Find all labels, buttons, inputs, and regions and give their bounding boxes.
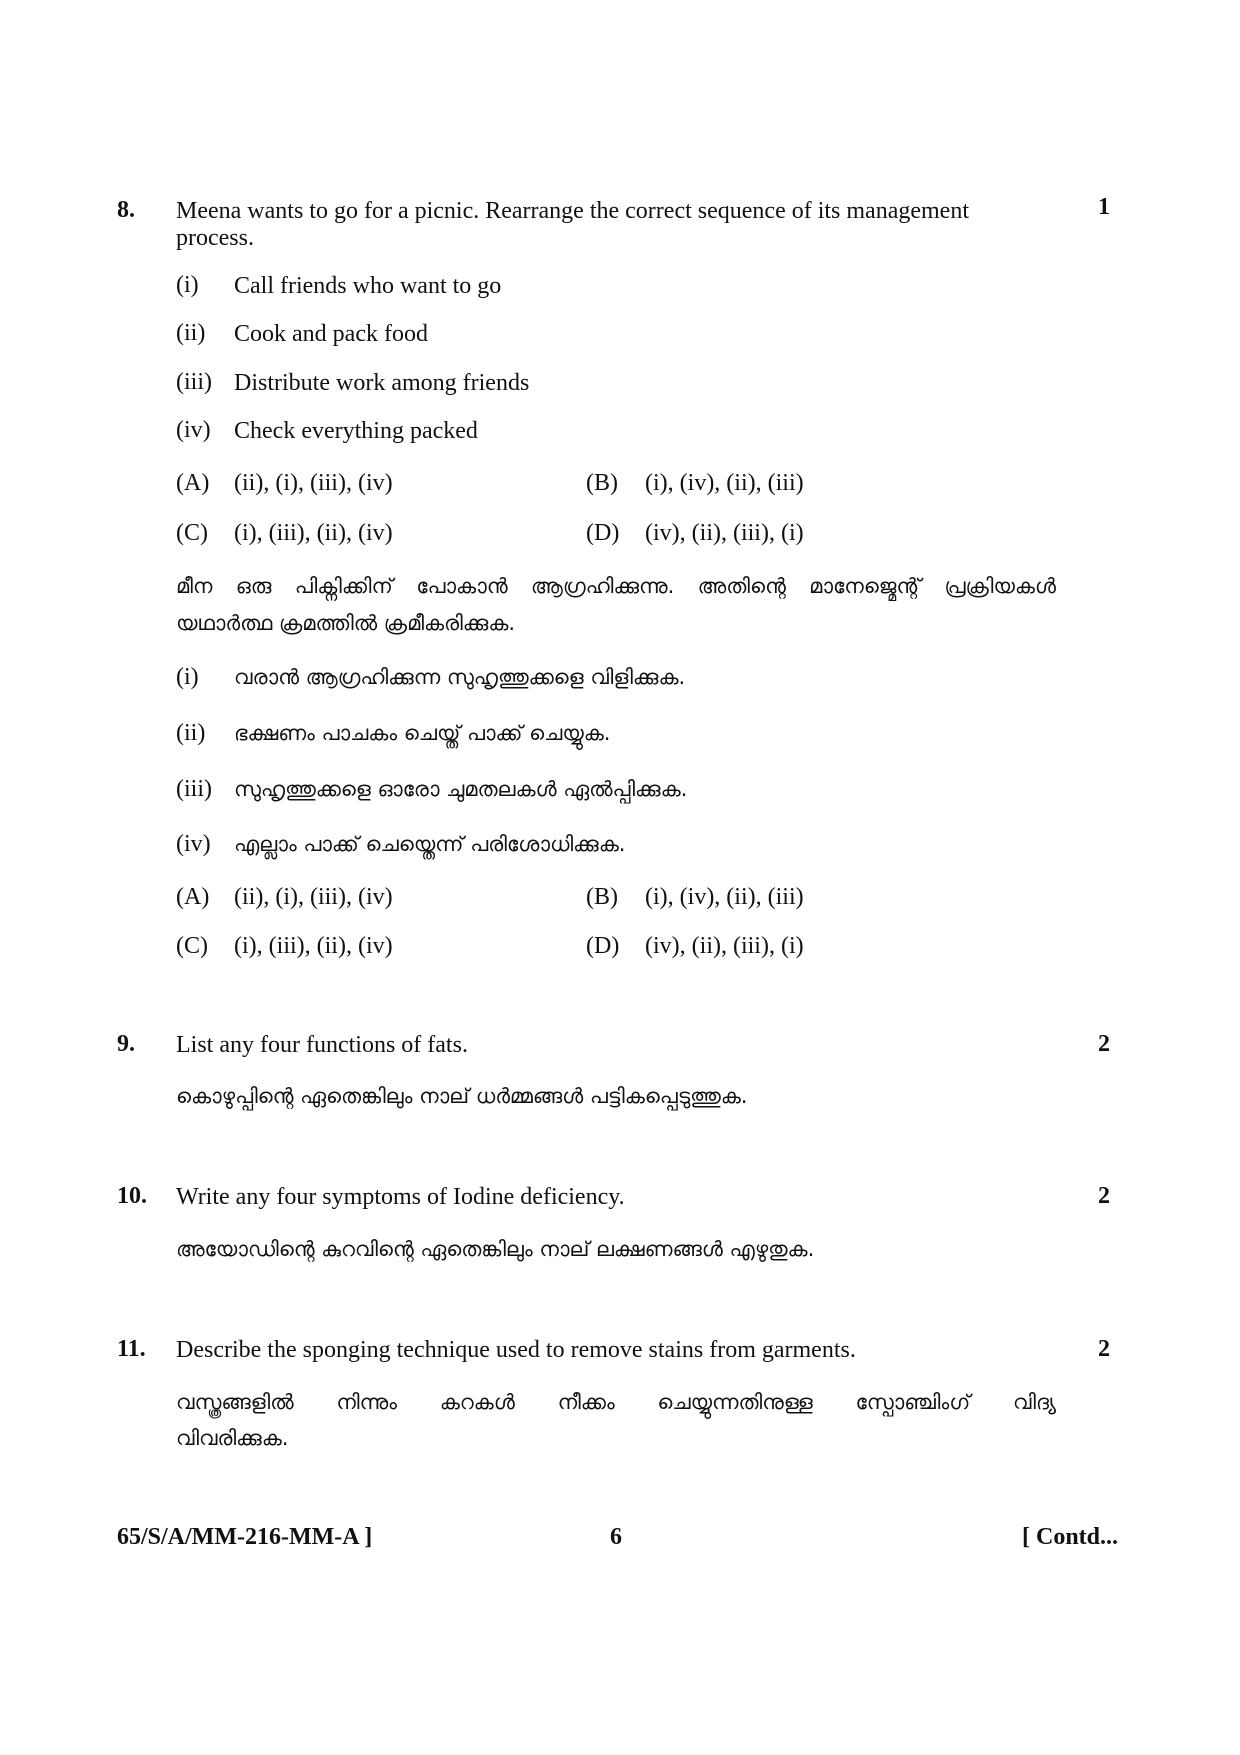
option-label: (B)	[586, 470, 618, 496]
option-text: (i), (iii), (ii), (iv)	[234, 520, 393, 546]
item-text-ml: എല്ലാം പാക്ക് ചെയ്തെന്ന് പരിശോധിക്കുക.	[234, 832, 626, 856]
question-text: Write any four symptoms of Iodine deficiency.	[176, 1184, 625, 1210]
question-text-ml-line: വിവരിക്കുക.	[176, 1426, 289, 1450]
option-text: (iv), (ii), (iii), (i)	[645, 520, 804, 546]
item-text: Distribute work among friends	[234, 370, 530, 396]
item-number: (ii)	[176, 720, 206, 746]
item-number: (iv)	[176, 417, 211, 443]
item-text-ml: ഭക്ഷണം പാചകം ചെയ്ത് പാക്ക് ചെയ്യുക.	[234, 721, 611, 745]
question-marks: 1	[1098, 194, 1110, 220]
question-marks: 2	[1098, 1336, 1110, 1362]
question-marks: 2	[1098, 1031, 1110, 1057]
item-text: Cook and pack food	[234, 321, 428, 347]
item-text: Check everything packed	[234, 418, 478, 444]
option-label: (B)	[586, 884, 618, 910]
item-text: Call friends who want to go	[234, 273, 502, 299]
option-text: (iv), (ii), (iii), (i)	[645, 933, 804, 959]
question-text: Describe the sponging technique used to remove stains from garments.	[176, 1337, 856, 1363]
question-text-ml: അയോഡിന്റെ കുറവിന്റെ ഏതെങ്കിലും നാല് ലക്ഷണങ്ങൾ എഴുതുക.	[176, 1237, 815, 1261]
question-text-line: process.	[176, 225, 254, 251]
question-text-line: Meena wants to go for a picnic. Rearrange the correct sequence of its management	[176, 198, 969, 224]
question-text: List any four functions of fats.	[176, 1032, 468, 1058]
option-text: (ii), (i), (iii), (iv)	[234, 884, 393, 910]
option-label: (D)	[586, 933, 620, 959]
option-text: (i), (iii), (ii), (iv)	[234, 933, 393, 959]
item-number: (iv)	[176, 831, 211, 857]
option-label: (C)	[176, 520, 208, 546]
option-label: (D)	[586, 520, 620, 546]
question-text-ml-line: മീന ഒരു പിക്നിക്കിന് പോകാൻ ആഗ്രഹിക്കുന്നു. അതിന്റെ മാനേജ്മെന്റ് പ്രക്രിയകൾ	[176, 574, 1056, 598]
question-text-ml-line: യഥാർത്ഥ ക്രമത്തിൽ ക്രമീകരിക്കുക.	[176, 611, 516, 635]
question-text-ml: കൊഴുപ്പിന്റെ ഏതെങ്കിലും നാല് ധർമ്മങ്ങൾ പട്ടികപ്പെടുത്തുക.	[176, 1084, 748, 1108]
item-number: (i)	[176, 272, 199, 298]
item-text-ml: സുഹൃത്തുക്കളെ ഓരോ ചുമതലകൾ ഏൽപ്പിക്കുക.	[234, 777, 688, 801]
item-text-ml: വരാൻ ആഗ്രഹിക്കുന്ന സുഹൃത്തുക്കളെ വിളിക്കുക.	[234, 665, 686, 689]
question-number: 9.	[117, 1031, 135, 1057]
option-text: (i), (iv), (ii), (iii)	[645, 884, 804, 910]
paper-code: 65/S/A/MM-216-MM-A ]	[117, 1524, 373, 1550]
question-number: 10.	[117, 1183, 147, 1209]
item-number: (i)	[176, 664, 199, 690]
item-number: (iii)	[176, 776, 212, 802]
option-text: (i), (iv), (ii), (iii)	[645, 470, 804, 496]
item-number: (ii)	[176, 320, 206, 346]
question-number: 11.	[117, 1336, 146, 1362]
question-marks: 2	[1098, 1183, 1110, 1209]
page-number: 6	[610, 1524, 622, 1550]
question-number: 8.	[117, 197, 135, 223]
continued-label: [ Contd...	[1022, 1524, 1119, 1550]
option-text: (ii), (i), (iii), (iv)	[234, 470, 393, 496]
question-text-ml-line: വസ്ത്രങ്ങളിൽ നിന്നും കറകൾ നീക്കം ചെയ്യുന്നതിനുള്ള സ്പോഞ്ചിംഗ് വിദ്യ	[176, 1390, 1056, 1414]
option-label: (A)	[176, 470, 210, 496]
option-label: (C)	[176, 933, 208, 959]
item-number: (iii)	[176, 369, 212, 395]
option-label: (A)	[176, 884, 210, 910]
